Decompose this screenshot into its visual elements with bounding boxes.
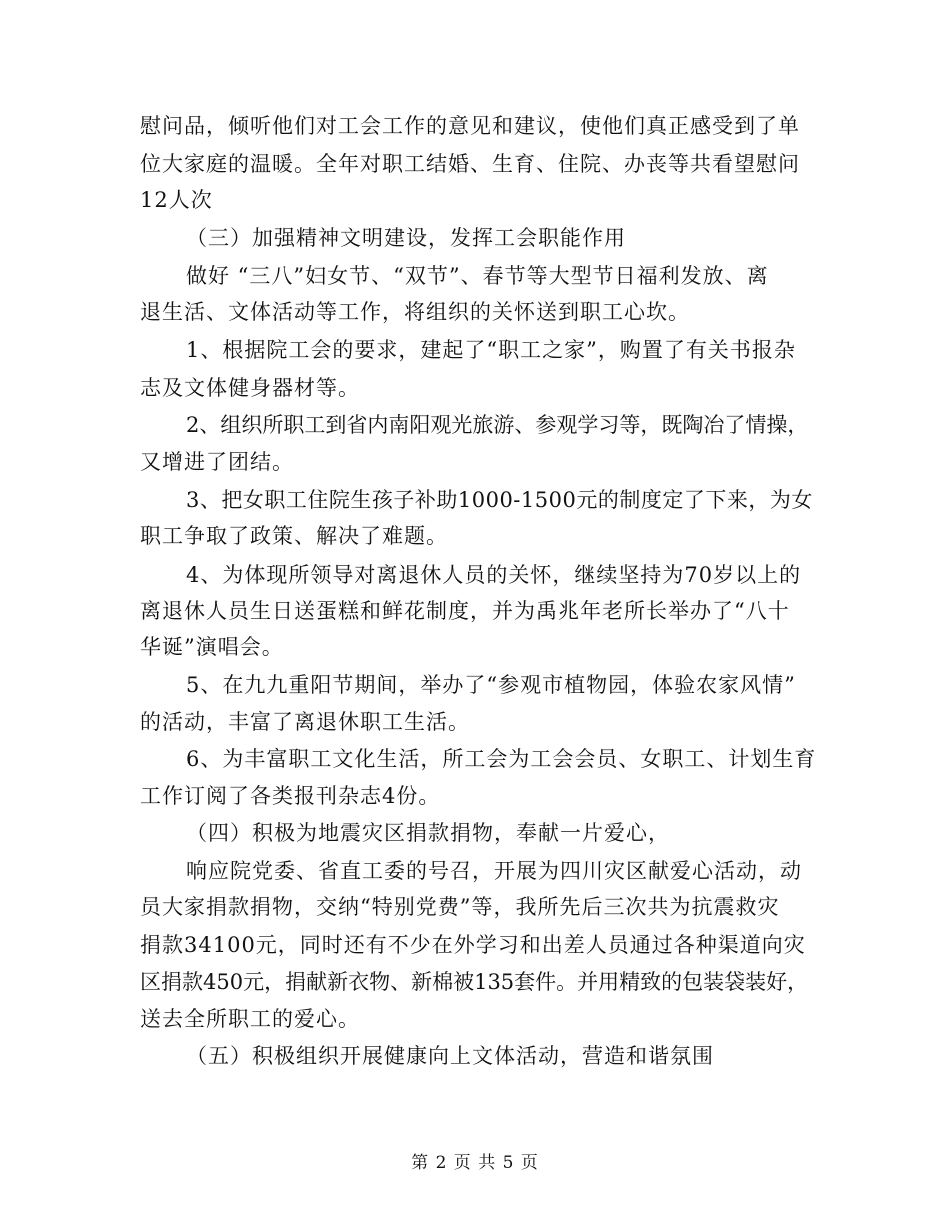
text-line-25: 送去全所职工的爱心。 (140, 1007, 360, 1031)
text-line-21: 响应院党委、省直工委的号召，开展为四川灾区献爱心活动，动 (186, 859, 802, 883)
text-line-24: 区捐款450元，捐献新衣物、新棉被135套件。并用精致的包装袋装好， (140, 970, 809, 994)
text-line-10: 又增进了团结。 (140, 450, 294, 474)
list-item-1: 1、根据院工会的要求，建起了“职工之家”，购置了有关书报杂 (186, 338, 796, 362)
text-line-3: 12人次 (140, 188, 213, 212)
list-item-4: 4、为体现所领导对离退休人员的关怀，继续坚持为70岁以上的 (186, 563, 802, 587)
text-line-12: 职工争取了政策、解决了难题。 (140, 524, 448, 548)
text-line-5: 做好 “三八”妇女节、“双节”、春节等大型节日福利发放、离 (186, 264, 769, 288)
text-line-14: 离退休人员生日送蛋糕和鲜花制度，并为禹兆年老所长举办了“八十 (140, 599, 790, 623)
text-line-6: 退生活、文体活动等工作，将组织的关怀送到职工心坎。 (140, 300, 690, 324)
text-line-15: 华诞”演唱会。 (140, 635, 284, 659)
section-heading-4: （四）积极为地震灾区捐款捐物，奉献一片爱心， (186, 821, 670, 845)
text-line-2: 位大家庭的温暖。全年对职工结婚、生育、住院、办丧等共看望慰问 (140, 152, 800, 176)
list-item-6: 6、为丰富职工文化生活，所工会为工会会员、女职工、计划生育 (186, 747, 817, 771)
section-heading-3: （三）加强精神文明建设，发挥工会职能作用 (186, 226, 626, 250)
list-item-5: 5、在九九重阳节期间，举办了“参观市植物园，体验农家风情” (186, 673, 796, 697)
list-item-3: 3、把女职工住院生孩子补助1000-1500元的制度定了下来，为女 (186, 488, 813, 512)
text-line-23: 捐款34100元，同时还有不少在外学习和出差人员通过各种渠道向灾 (140, 933, 806, 957)
section-heading-5: （五）积极组织开展健康向上文体活动，营造和谐氛围 (186, 1044, 714, 1068)
text-line-19: 工作订阅了各类报刊杂志4份。 (140, 784, 441, 808)
text-line-8: 志及文体健身器材等。 (140, 376, 360, 400)
page-number: 第 2 页 共 5 页 (411, 1153, 539, 1173)
text-line-22: 员大家捐款捐物，交纳“特别党费”等，我所先后三次共为抗震救灾 (140, 895, 780, 919)
text-line-17: 的活动，丰富了离退休职工生活。 (140, 710, 470, 734)
list-item-2: 2、组织所职工到省内南阳观光旅游、参观学习等，既陶冶了情操， (186, 413, 809, 437)
text-line-1: 慰问品，倾听他们对工会工作的意见和建议，使他们真正感受到了单 (140, 114, 800, 138)
